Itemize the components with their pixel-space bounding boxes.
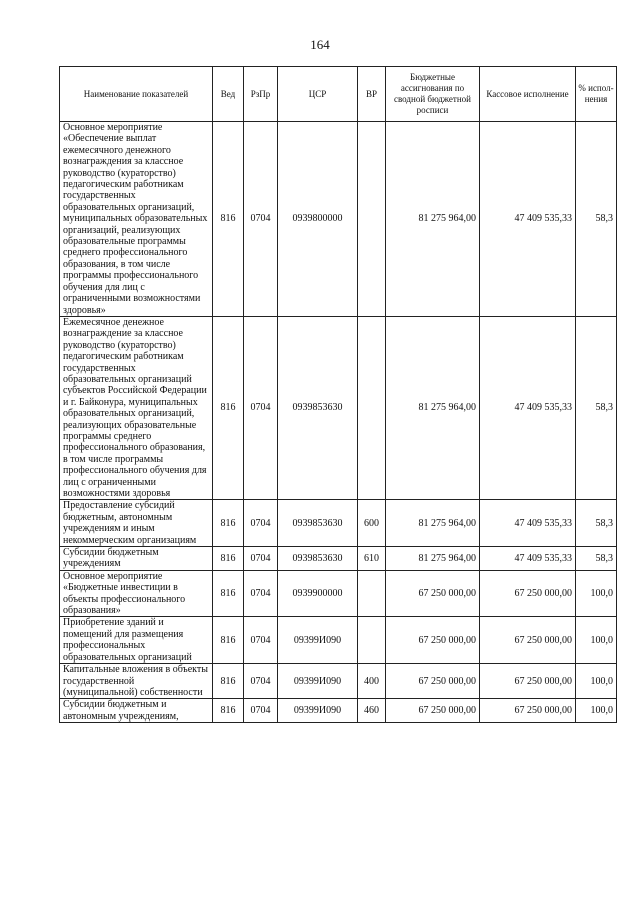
- row-csr: 09399И090: [278, 617, 358, 664]
- row-name: Капитальные вложения в объекты государственной (муниципальной) собственности: [60, 664, 213, 699]
- header-csr: ЦСР: [278, 67, 358, 122]
- table-header-row: [60, 67, 617, 122]
- row-cash: 67 250 000,00: [480, 664, 576, 699]
- row-csr: 0939853630: [278, 547, 358, 571]
- budget-execution-table: [59, 66, 617, 723]
- row-csr: 09399И090: [278, 664, 358, 699]
- row-ved: 816: [213, 617, 244, 664]
- row-rzpr: 0704: [244, 500, 278, 547]
- row-percent: 100,0: [576, 699, 617, 723]
- row-name: Ежемесячное денежное вознаграждение за классное руководство (кураторство) педагогическим работникам государственных образовательных организаций субъектов Российской Федерации и г. Байконура, муниципальных образовательных организаций, реализующих образовательные программы среднего профессионального образования, в том числе программы профессионального обучения для лиц с ограниченными возможностями здоровья: [60, 316, 213, 500]
- row-cash: 47 409 535,33: [480, 547, 576, 571]
- row-cash: 67 250 000,00: [480, 617, 576, 664]
- page-number: 164: [310, 37, 330, 52]
- row-percent: 58,3: [576, 547, 617, 571]
- row-cash: 67 250 000,00: [480, 570, 576, 617]
- row-cash: 47 409 535,33: [480, 316, 576, 500]
- row-allocations: 81 275 964,00: [386, 316, 480, 500]
- row-percent: 100,0: [576, 664, 617, 699]
- table-row: [60, 122, 617, 317]
- header-name: Наименование показателей: [60, 67, 213, 122]
- header-cash: Кассовое исполнение: [480, 67, 576, 122]
- row-rzpr: 0704: [244, 664, 278, 699]
- row-rzpr: 0704: [244, 699, 278, 723]
- row-vr: [358, 617, 386, 664]
- row-allocations: 67 250 000,00: [386, 570, 480, 617]
- header-percent: % испол-нения: [576, 67, 617, 122]
- row-rzpr: 0704: [244, 547, 278, 571]
- row-csr: 0939900000: [278, 570, 358, 617]
- table-row: [60, 547, 617, 571]
- header-rzpr: РзПр: [244, 67, 278, 122]
- row-csr: 0939853630: [278, 500, 358, 547]
- header-ved: Вед: [213, 67, 244, 122]
- row-name: Основное мероприятие «Бюджетные инвестиции в объекты профессионального образования»: [60, 570, 213, 617]
- row-percent: 58,3: [576, 122, 617, 317]
- table-row: [60, 570, 617, 617]
- row-name: Основное мероприятие «Обеспечение выплат ежемесячного денежного вознаграждения за классное руководство (кураторство) педагогическим работникам государственных образовательных организаций, муниципальных образовательных организаций, реализующих образовательные программы среднего профессионального образования, в том числе программы профессионального обучения для лиц с ограниченными возможностями здоровья»: [60, 122, 213, 317]
- row-rzpr: 0704: [244, 617, 278, 664]
- row-rzpr: 0704: [244, 570, 278, 617]
- row-rzpr: 0704: [244, 122, 278, 317]
- row-allocations: 81 275 964,00: [386, 500, 480, 547]
- row-vr: [358, 316, 386, 500]
- row-vr: 400: [358, 664, 386, 699]
- table-row: [60, 617, 617, 664]
- row-allocations: 67 250 000,00: [386, 699, 480, 723]
- row-ved: 816: [213, 547, 244, 571]
- table-row: [60, 500, 617, 547]
- row-ved: 816: [213, 664, 244, 699]
- row-vr: [358, 570, 386, 617]
- table-row: [60, 316, 617, 500]
- row-ved: 816: [213, 699, 244, 723]
- row-allocations: 67 250 000,00: [386, 617, 480, 664]
- row-cash: 47 409 535,33: [480, 500, 576, 547]
- row-allocations: 81 275 964,00: [386, 122, 480, 317]
- row-percent: 58,3: [576, 500, 617, 547]
- row-name: Субсидии бюджетным и автономным учреждениям,: [60, 699, 213, 723]
- row-name: Субсидии бюджетным учреждениям: [60, 547, 213, 571]
- row-vr: [358, 122, 386, 317]
- row-cash: 67 250 000,00: [480, 699, 576, 723]
- row-vr: 600: [358, 500, 386, 547]
- row-allocations: 67 250 000,00: [386, 664, 480, 699]
- row-vr: 460: [358, 699, 386, 723]
- row-ved: 816: [213, 316, 244, 500]
- row-vr: 610: [358, 547, 386, 571]
- table-row: [60, 699, 617, 723]
- table-row: [60, 664, 617, 699]
- row-csr: 09399И090: [278, 699, 358, 723]
- row-percent: 100,0: [576, 617, 617, 664]
- row-rzpr: 0704: [244, 316, 278, 500]
- row-ved: 816: [213, 570, 244, 617]
- row-percent: 58,3: [576, 316, 617, 500]
- header-vr: ВР: [358, 67, 386, 122]
- row-ved: 816: [213, 500, 244, 547]
- header-allocations: Бюджетные ассигнования по сводной бюджетной росписи: [386, 67, 480, 122]
- row-name: Приобретение зданий и помещений для размещения профессиональных образовательных организаций: [60, 617, 213, 664]
- row-csr: 0939853630: [278, 316, 358, 500]
- row-ved: 816: [213, 122, 244, 317]
- row-name: Предоставление субсидий бюджетным, автономным учреждениям и иным некоммерческим организациям: [60, 500, 213, 547]
- row-cash: 47 409 535,33: [480, 122, 576, 317]
- row-csr: 0939800000: [278, 122, 358, 317]
- row-percent: 100,0: [576, 570, 617, 617]
- row-allocations: 81 275 964,00: [386, 547, 480, 571]
